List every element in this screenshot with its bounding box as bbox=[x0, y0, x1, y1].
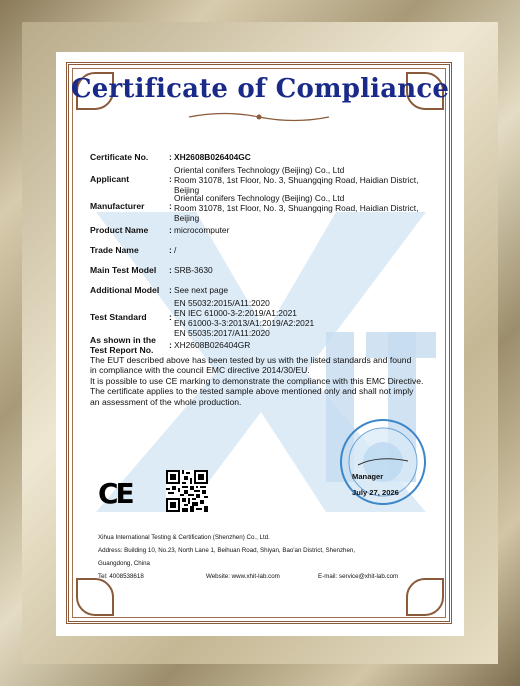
title-flourish bbox=[184, 110, 334, 124]
trade-colon: : bbox=[169, 245, 172, 255]
applicant-line: Oriental conifers Technology (Beijing) Co., Ltd bbox=[174, 165, 345, 175]
report-label bbox=[90, 336, 156, 355]
report-label-line: As shown in the bbox=[90, 335, 156, 345]
cert-no-value: XH2608B026404GC bbox=[174, 152, 251, 162]
standard-line: EN 55032:2015/A11:2020 bbox=[174, 298, 270, 308]
manufacturer-line: Room 31078, 1st Floor, No. 3, Shuangqing Road, Haidian District, bbox=[174, 203, 419, 213]
qr-code-icon bbox=[166, 470, 208, 512]
manufacturer-colon: : bbox=[169, 201, 172, 211]
issuer-company: Xihua International Testing & Certification (Shenzhen) Co., Ltd. bbox=[98, 534, 270, 541]
corner-ornament bbox=[406, 578, 444, 616]
manufacturer-line: Oriental conifers Technology (Beijing) Co., Ltd bbox=[174, 193, 345, 203]
sign-date: July 27, 2026 bbox=[352, 488, 399, 497]
product-value: microcomputer bbox=[174, 225, 230, 235]
model-value: SRB-3630 bbox=[174, 265, 213, 275]
manufacturer-value bbox=[174, 193, 418, 223]
cert-no-colon: : bbox=[169, 152, 172, 162]
additional-model-label: Additional Model bbox=[90, 285, 160, 295]
issuer-email: E-mail: service@xhit-lab.com bbox=[318, 573, 399, 580]
standard-line: EN 55035:2017/A11:2020 bbox=[174, 328, 270, 338]
compliance-statement bbox=[90, 355, 430, 407]
report-value: XH2608B026404GR bbox=[174, 340, 251, 350]
trade-value: / bbox=[174, 245, 177, 255]
product-colon: : bbox=[169, 225, 172, 235]
ce-mark: CE bbox=[98, 477, 132, 510]
applicant-line: Beijing bbox=[174, 185, 200, 195]
manufacturer-label: Manufacturer bbox=[90, 201, 145, 211]
statement-line: The certificate applies to the tested sample above mentioned only and shall not imply bbox=[90, 386, 414, 397]
manufacturer-line: Beijing bbox=[174, 213, 200, 223]
applicant-value bbox=[174, 165, 418, 195]
certificate-title: Certificate of Compliance bbox=[70, 74, 450, 104]
applicant-label: Applicant bbox=[90, 174, 130, 184]
additional-model-value: See next page bbox=[174, 285, 229, 295]
corner-ornament bbox=[76, 578, 114, 616]
issuer-website: Website: www.xhit-lab.com bbox=[206, 573, 280, 580]
standard-colon: : bbox=[169, 312, 172, 322]
issuer-address: Address: Building 10, No.23, North Lane 1, Beihuan Road, Shiyan, Bao'an District, Shenzhen, bbox=[98, 547, 356, 554]
applicant-line: Room 31078, 1st Floor, No. 3, Shuangqing Road, Haidian District, bbox=[174, 175, 419, 185]
issuer-address-region: Guangdong, China bbox=[98, 560, 150, 567]
standard-value bbox=[174, 298, 314, 338]
trade-label: Trade Name bbox=[90, 245, 139, 255]
manager-label: Manager bbox=[352, 472, 384, 481]
applicant-colon: : bbox=[169, 174, 172, 184]
report-label-line: Test Report No. bbox=[90, 344, 154, 355]
certificate-paper bbox=[56, 52, 464, 636]
statement-line: in compliance with the council EMC directive 2014/30/EU. bbox=[90, 365, 310, 376]
product-label: Product Name bbox=[90, 225, 149, 235]
model-label: Main Test Model bbox=[90, 265, 157, 275]
issuer-tel: Tel: 4008538618 bbox=[98, 573, 144, 580]
model-colon: : bbox=[169, 265, 172, 275]
statement-line: The EUT described above has been tested by us with the listed standards and found bbox=[90, 355, 412, 365]
cert-no-label: Certificate No. bbox=[90, 152, 149, 162]
statement-line: It is possible to use CE marking to demonstrate the compliance with this EMC Directive. bbox=[90, 375, 424, 386]
additional-model-colon: : bbox=[169, 285, 172, 295]
standard-label: Test Standard bbox=[90, 312, 147, 322]
standard-line: EN IEC 61000-3-2:2019/A1:2021 bbox=[174, 308, 297, 318]
statement-line: an assessment of the whole production. bbox=[90, 396, 242, 407]
report-colon: : bbox=[169, 340, 172, 350]
standard-line: EN 61000-3-3:2013/A1:2019/A2:2021 bbox=[174, 318, 315, 328]
